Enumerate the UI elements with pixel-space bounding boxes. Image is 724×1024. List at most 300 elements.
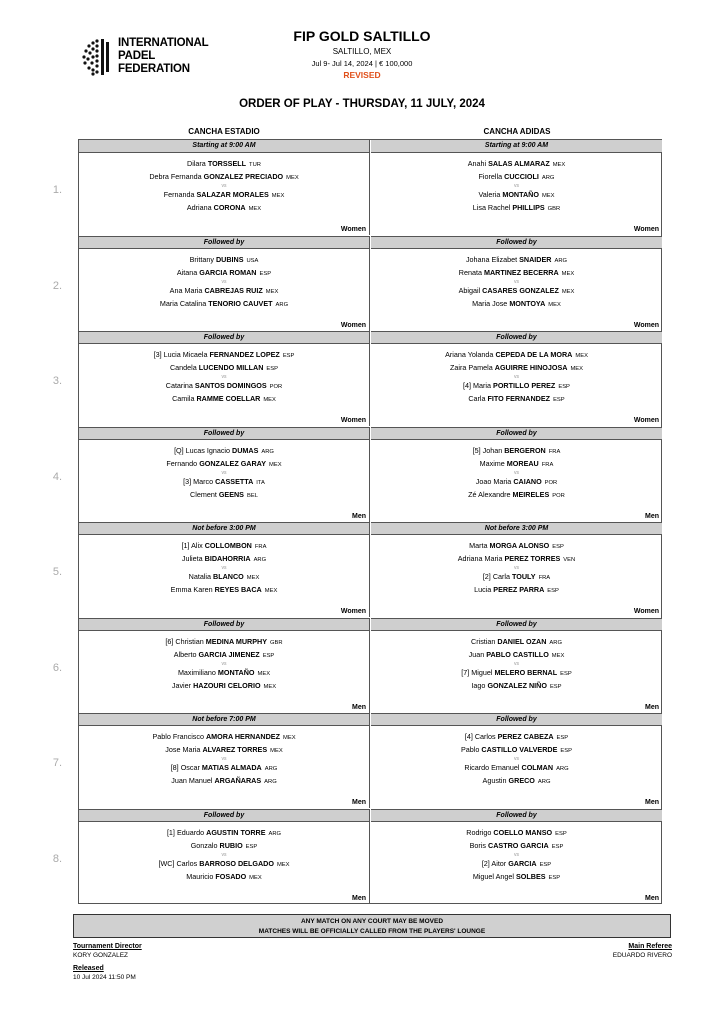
- player-line: [79, 636, 369, 649]
- main-referee: [613, 943, 672, 959]
- player-nationality: FRA: [538, 575, 551, 581]
- player-surname: CABREJAS RUIZ: [204, 285, 263, 295]
- match-cell: [79, 522, 370, 617]
- player-surname: ARGAÑARAS: [214, 776, 262, 785]
- player-surname: MEIRELES: [512, 489, 550, 499]
- player-surname: GRECO: [508, 776, 535, 785]
- player-nationality: POR: [552, 492, 565, 499]
- player-nationality: BEL: [246, 492, 258, 499]
- player-first-name: Maxime: [479, 458, 505, 468]
- player-first-name: Marta: [469, 541, 488, 550]
- player-surname: CEPEDA DE LA MORA: [495, 350, 573, 359]
- player-nationality: ESP: [551, 843, 564, 850]
- player-seed: [8]: [170, 763, 179, 772]
- player-first-name: Ariana Yolanda: [445, 350, 494, 359]
- player-line: [79, 540, 369, 553]
- player-nationality: ESP: [555, 830, 567, 837]
- time-slot-bar: Starting at 9:00 AM: [79, 140, 369, 153]
- court-header-estadio: CANCHA ESTADIO: [188, 127, 260, 136]
- player-seed: [2]: [481, 858, 490, 868]
- time-slot-bar: Followed by: [371, 809, 662, 822]
- player-line: [371, 189, 662, 202]
- player-nationality: MEX: [270, 748, 283, 754]
- player-nationality: MEX: [265, 288, 279, 295]
- player-line: [79, 254, 369, 267]
- player-first-name: Agustin: [482, 776, 507, 785]
- player-line: [79, 202, 369, 215]
- time-slot-bar: Followed by: [371, 618, 662, 631]
- player-surname: BERGERON: [504, 445, 546, 455]
- player-surname: TOULY: [512, 572, 536, 581]
- player-nationality: MEX: [269, 461, 282, 468]
- player-first-name: Christian: [175, 636, 204, 646]
- player-surname: CASTRO GARCIA: [488, 840, 549, 850]
- player-nationality: TUR: [249, 162, 261, 168]
- match-players: [79, 153, 369, 215]
- match-category: Women: [633, 226, 659, 233]
- player-line: [371, 476, 662, 489]
- player-nationality: MEX: [246, 575, 260, 581]
- event-title: FIP GOLD SALTILLO: [293, 28, 431, 44]
- player-first-name: Carla: [468, 394, 486, 403]
- release-info: [73, 965, 136, 981]
- released-value: 10 Jul 2024 11:50 PM: [73, 974, 136, 981]
- vs-label: vs: [221, 183, 227, 189]
- match-category: Men: [645, 799, 659, 806]
- time-slot-bar: Not before 7:00 PM: [79, 713, 369, 726]
- player-surname: AGUIRRE HINOJOSA: [494, 363, 568, 372]
- player-first-name: Ricardo Emanuel: [464, 763, 520, 772]
- time-slot-bar: Followed by: [79, 331, 369, 344]
- time-slot-bar: Followed by: [371, 331, 662, 344]
- player-nationality: POR: [544, 479, 558, 486]
- player-line: [79, 871, 369, 884]
- player-first-name: Ana Maria: [169, 285, 203, 295]
- player-nationality: ARG: [264, 766, 278, 772]
- player-line: [371, 775, 662, 788]
- org-name-line: PADEL: [118, 50, 156, 62]
- player-first-name: Javier: [171, 680, 192, 690]
- player-first-name: Maria Jose: [472, 298, 508, 308]
- player-nationality: ESP: [539, 861, 552, 868]
- player-seed: [6]: [165, 636, 174, 646]
- revised-status: REVISED: [343, 70, 381, 80]
- player-first-name: Maximiliano: [177, 667, 216, 677]
- time-slot-bar: Not before 3:00 PM: [371, 522, 662, 535]
- player-surname: REYES BACA: [214, 585, 262, 594]
- match-category: Men: [645, 512, 659, 520]
- player-first-name: Maria: [473, 381, 492, 390]
- player-surname: CASARES GONZALEZ: [482, 285, 559, 295]
- player-first-name: Lucas Ignacio: [185, 445, 231, 455]
- player-line: [371, 349, 662, 362]
- referee-label: Main Referee: [628, 943, 672, 950]
- player-line: [79, 158, 369, 171]
- vs-label: vs: [514, 469, 519, 476]
- player-first-name: Johan: [482, 445, 503, 455]
- player-first-name: Juan Manuel: [171, 776, 213, 785]
- player-nationality: ARG: [554, 257, 568, 264]
- player-line: [371, 680, 662, 693]
- player-first-name: Johana Elizabet: [465, 254, 518, 264]
- match-category: Men: [645, 894, 659, 902]
- player-surname: CAIANO: [513, 476, 542, 486]
- player-nationality: MEX: [575, 353, 588, 359]
- player-first-name: Marco: [193, 476, 214, 486]
- vs-label: vs: [221, 756, 227, 762]
- player-nationality: MEX: [263, 397, 276, 403]
- tournament-director: [73, 943, 142, 959]
- player-surname: LUCENDO MILLAN: [198, 363, 264, 372]
- player-nationality: MEX: [264, 588, 278, 594]
- player-nationality: GBR: [547, 206, 561, 212]
- player-nationality: MEX: [570, 366, 583, 372]
- player-nationality: MEX: [248, 206, 262, 212]
- match-cell: [79, 618, 370, 713]
- match-players: [371, 440, 662, 502]
- player-nationality: MEX: [276, 861, 290, 868]
- time-slot-bar: Followed by: [79, 236, 369, 249]
- player-first-name: Carlos: [474, 732, 496, 741]
- player-line: [371, 871, 662, 884]
- player-line: [371, 254, 662, 267]
- referee-name: EDUARDO RIVERO: [612, 952, 672, 959]
- player-line: [79, 380, 369, 393]
- player-nationality: MEX: [271, 193, 285, 199]
- fip-logo: [80, 34, 209, 80]
- player-first-name: Fernanda: [163, 190, 195, 199]
- match-category: Women: [340, 321, 366, 329]
- time-slot-bar: Followed by: [79, 618, 369, 631]
- match-players: [371, 726, 662, 788]
- player-line: [371, 267, 662, 280]
- player-surname: AGUSTIN TORRE: [206, 827, 266, 837]
- player-line: [79, 827, 369, 840]
- player-surname: SALAS ALMARAZ: [488, 159, 550, 168]
- player-surname: FERNANDEZ LOPEZ: [209, 350, 280, 359]
- player-seed: [5]: [472, 445, 481, 455]
- player-surname: GONZALEZ GARAY: [199, 458, 267, 468]
- player-first-name: Candela: [169, 363, 197, 372]
- player-line: [371, 298, 662, 311]
- match-category: Women: [633, 608, 659, 615]
- player-first-name: Jose Maria: [165, 745, 201, 754]
- time-slot-bar: Followed by: [371, 427, 662, 440]
- player-first-name: Emma Karen: [170, 585, 213, 594]
- player-nationality: ESP: [266, 366, 279, 372]
- player-nationality: ARG: [556, 766, 569, 772]
- match-category: Women: [340, 417, 366, 424]
- player-surname: MEDINA MURPHY: [205, 636, 268, 646]
- match-cell: [79, 331, 370, 426]
- player-seed: [3]: [183, 476, 192, 486]
- player-nationality: MEX: [561, 288, 575, 295]
- player-nationality: MEX: [249, 874, 262, 881]
- player-line: [371, 584, 662, 597]
- player-seed: [1]: [166, 827, 175, 837]
- match-cell: [79, 140, 370, 235]
- match-players: [371, 822, 662, 884]
- player-first-name: Miguel Angel: [472, 871, 514, 881]
- player-surname: BIDAHORRIA: [204, 554, 251, 563]
- order-of-play-grid: [78, 139, 662, 904]
- player-nationality: USA: [246, 257, 259, 264]
- player-surname: DUMAS: [232, 445, 259, 455]
- player-line: [371, 667, 662, 680]
- player-surname: MONTAÑO: [217, 667, 255, 677]
- time-slot-bar: Followed by: [371, 236, 662, 249]
- player-first-name: Joao Maria: [475, 476, 512, 486]
- player-line: [371, 393, 662, 406]
- player-first-name: Pablo: [460, 745, 480, 754]
- player-surname: COLLOMBON: [204, 541, 252, 550]
- player-nationality: MEX: [286, 175, 299, 181]
- row-number: 3.: [52, 375, 63, 387]
- director-label: Tournament Director: [73, 943, 142, 950]
- player-first-name: Alberto: [173, 649, 197, 659]
- player-seed: [WC]: [158, 858, 175, 868]
- player-first-name: Lisa Rachel: [472, 203, 511, 212]
- player-first-name: Eduardo: [176, 827, 205, 837]
- director-name: KORY GONZALEZ: [73, 952, 129, 959]
- vs-label: vs: [221, 374, 227, 380]
- player-line: [371, 636, 662, 649]
- player-seed: [Q]: [174, 445, 184, 455]
- player-line: [79, 649, 369, 662]
- player-nationality: ESP: [282, 353, 295, 359]
- court-header-adidas: CANCHA ADIDAS: [483, 127, 551, 136]
- match-category: Men: [352, 799, 366, 806]
- player-surname: TORSSELL: [207, 159, 247, 168]
- player-first-name: Camila: [172, 394, 195, 403]
- player-surname: COLMAN: [521, 763, 554, 772]
- player-line: [79, 458, 369, 471]
- player-first-name: Boris: [469, 840, 487, 850]
- player-nationality: ARG: [261, 448, 274, 455]
- player-nationality: ITA: [256, 479, 265, 486]
- player-first-name: Fiorella: [478, 172, 503, 181]
- player-line: [371, 285, 662, 298]
- player-line: [79, 489, 369, 502]
- player-surname: SOLBES: [515, 871, 546, 881]
- player-line: [371, 489, 662, 502]
- event-location: SALTILLO, MEX: [332, 47, 392, 56]
- match-players: [79, 726, 369, 788]
- player-line: [371, 202, 662, 215]
- player-nationality: ESP: [245, 843, 258, 850]
- player-nationality: ESP: [552, 544, 564, 550]
- vs-label: vs: [514, 851, 519, 858]
- player-nationality: ARG: [253, 557, 267, 563]
- row-number: 8.: [52, 852, 63, 865]
- match-cell: [371, 140, 662, 235]
- player-surname: MONTOYA: [509, 298, 546, 308]
- player-surname: DUBINS: [215, 254, 244, 264]
- vs-label: vs: [514, 756, 519, 762]
- player-first-name: Alix: [191, 541, 203, 550]
- vs-label: vs: [514, 660, 519, 667]
- player-nationality: MEX: [257, 670, 271, 677]
- row-number: 2.: [52, 279, 63, 292]
- player-line: [371, 731, 662, 744]
- player-surname: BLANCO: [213, 572, 244, 581]
- player-nationality: ESP: [259, 270, 272, 277]
- player-surname: RAMME COELLAR: [196, 394, 261, 403]
- order-of-play-title: ORDER OF PLAY - THURSDAY, 11 JULY, 2024: [239, 98, 485, 110]
- notice-box: [73, 914, 671, 938]
- time-slot-bar: Followed by: [79, 427, 369, 440]
- match-category: Women: [633, 417, 659, 424]
- player-line: [79, 349, 369, 362]
- player-line: [371, 571, 662, 584]
- player-line: [79, 393, 369, 406]
- player-surname: MATIAS ALMADA: [201, 763, 262, 772]
- player-first-name: Carla: [492, 572, 510, 581]
- player-nationality: ESP: [556, 735, 569, 741]
- player-surname: CASSETTA: [215, 476, 254, 486]
- player-first-name: Aitor: [491, 858, 507, 868]
- player-nationality: MEX: [283, 735, 296, 741]
- org-name-line: FEDERATION: [118, 63, 190, 75]
- player-line: [79, 584, 369, 597]
- player-line: [371, 827, 662, 840]
- player-surname: GARCIA JIMENEZ: [198, 649, 260, 659]
- player-surname: ALVAREZ TORRES: [202, 745, 268, 754]
- player-line: [79, 775, 369, 788]
- player-line: [79, 445, 369, 458]
- player-nationality: POR: [269, 384, 283, 390]
- player-line: [79, 285, 369, 298]
- player-line: [79, 840, 369, 853]
- player-first-name: Anahi: [467, 159, 487, 168]
- player-surname: CORONA: [213, 203, 246, 212]
- player-nationality: ARG: [549, 639, 562, 646]
- match-players: [79, 535, 369, 597]
- time-slot-bar: Followed by: [79, 809, 369, 822]
- player-seed: [7]: [461, 667, 470, 677]
- time-slot-bar: Not before 3:00 PM: [79, 522, 369, 535]
- player-nationality: MEX: [561, 270, 575, 277]
- match-cell: [371, 618, 662, 713]
- player-surname: GARCIA: [508, 858, 537, 868]
- player-nationality: MEX: [551, 652, 565, 659]
- match-cell: [371, 331, 662, 426]
- player-first-name: Mauricio: [186, 871, 214, 881]
- org-name-line: INTERNATIONAL: [118, 37, 209, 49]
- player-line: [79, 762, 369, 775]
- player-line: [79, 189, 369, 202]
- player-surname: GEENS: [218, 489, 244, 499]
- player-line: [79, 267, 369, 280]
- player-surname: AMORA HERNANDEZ: [205, 732, 280, 741]
- player-first-name: Zé Alexandre: [468, 489, 511, 499]
- time-slot-bar: Starting at 9:00 AM: [371, 140, 662, 153]
- player-first-name: Valeria: [478, 190, 501, 199]
- player-line: [79, 571, 369, 584]
- vs-label: vs: [514, 565, 519, 571]
- player-seed: [2]: [482, 572, 491, 581]
- player-surname: PHILLIPS: [512, 203, 545, 212]
- vs-label: vs: [221, 851, 227, 858]
- match-category: Men: [352, 894, 366, 902]
- player-seed: [1]: [181, 541, 190, 550]
- match-cell: [79, 809, 370, 904]
- vs-label: vs: [514, 374, 519, 380]
- match-players: [371, 535, 662, 597]
- player-first-name: Julieta: [181, 554, 203, 563]
- player-nationality: ARG: [268, 830, 282, 837]
- player-surname: PABLO CASTILLO: [486, 649, 549, 659]
- player-first-name: Aitana: [176, 267, 198, 277]
- player-nationality: MEX: [541, 193, 555, 199]
- player-first-name: Dilara: [187, 159, 206, 168]
- player-surname: GONZALEZ PRECIADO: [203, 172, 284, 181]
- match-players: [79, 344, 369, 406]
- player-nationality: MEX: [263, 683, 277, 690]
- player-nationality: MEX: [548, 301, 561, 308]
- released-label: Released: [73, 965, 104, 972]
- player-surname: FOSADO: [215, 871, 247, 881]
- vs-label: vs: [221, 278, 227, 285]
- player-line: [79, 680, 369, 693]
- match-cell: [371, 522, 662, 617]
- player-surname: DANIEL OZAN: [497, 636, 547, 646]
- player-nationality: GBR: [270, 639, 283, 646]
- player-nationality: ESP: [558, 384, 570, 390]
- match-players: [79, 440, 369, 502]
- player-surname: PEREZ CABEZA: [497, 732, 554, 741]
- fip-logo-mark: [80, 34, 114, 80]
- player-surname: TENORIO CAUVET: [208, 298, 273, 308]
- player-surname: SNAIDER: [519, 254, 552, 264]
- time-slot-bar: Followed by: [371, 713, 662, 726]
- row-number: 6.: [52, 661, 63, 674]
- player-line: [371, 540, 662, 553]
- match-category: Men: [352, 512, 366, 520]
- player-nationality: ARG: [541, 175, 555, 181]
- player-nationality: FRA: [541, 461, 554, 468]
- player-line: [371, 858, 662, 871]
- player-first-name: Juan: [468, 649, 485, 659]
- player-first-name: Adriana: [186, 203, 212, 212]
- match-players: [79, 822, 369, 884]
- player-first-name: Rodrigo: [466, 827, 492, 837]
- player-surname: MARTINEZ BECERRA: [483, 267, 559, 277]
- player-first-name: Catarina: [165, 381, 193, 390]
- player-first-name: Renata: [458, 267, 482, 277]
- match-cell: [371, 713, 662, 808]
- player-first-name: Natalia: [188, 572, 212, 581]
- player-first-name: Zaira Pamela: [450, 363, 493, 372]
- player-nationality: ARG: [264, 779, 277, 785]
- player-surname: SANTOS DOMINGOS: [194, 381, 267, 390]
- player-nationality: ARG: [537, 779, 551, 785]
- event-dates-prize: Jul 9- Jul 14, 2024 | € 100,000: [311, 59, 413, 68]
- player-line: [371, 840, 662, 853]
- player-line: [79, 667, 369, 680]
- player-line: [371, 445, 662, 458]
- notice-line-2: MATCHES WILL BE OFFICIALLY CALLED FROM THE PLAYERS' LOUNGE: [258, 928, 486, 935]
- player-nationality: MEX: [552, 162, 566, 168]
- row-number: 4.: [52, 470, 63, 483]
- organization-name: [118, 37, 208, 76]
- match-category: Men: [352, 703, 366, 711]
- player-surname: CASTILLO VALVERDE: [481, 745, 558, 754]
- player-first-name: Pablo Francisco: [152, 732, 204, 741]
- match-players: [371, 153, 662, 215]
- player-line: [371, 158, 662, 171]
- player-nationality: ESP: [560, 670, 572, 677]
